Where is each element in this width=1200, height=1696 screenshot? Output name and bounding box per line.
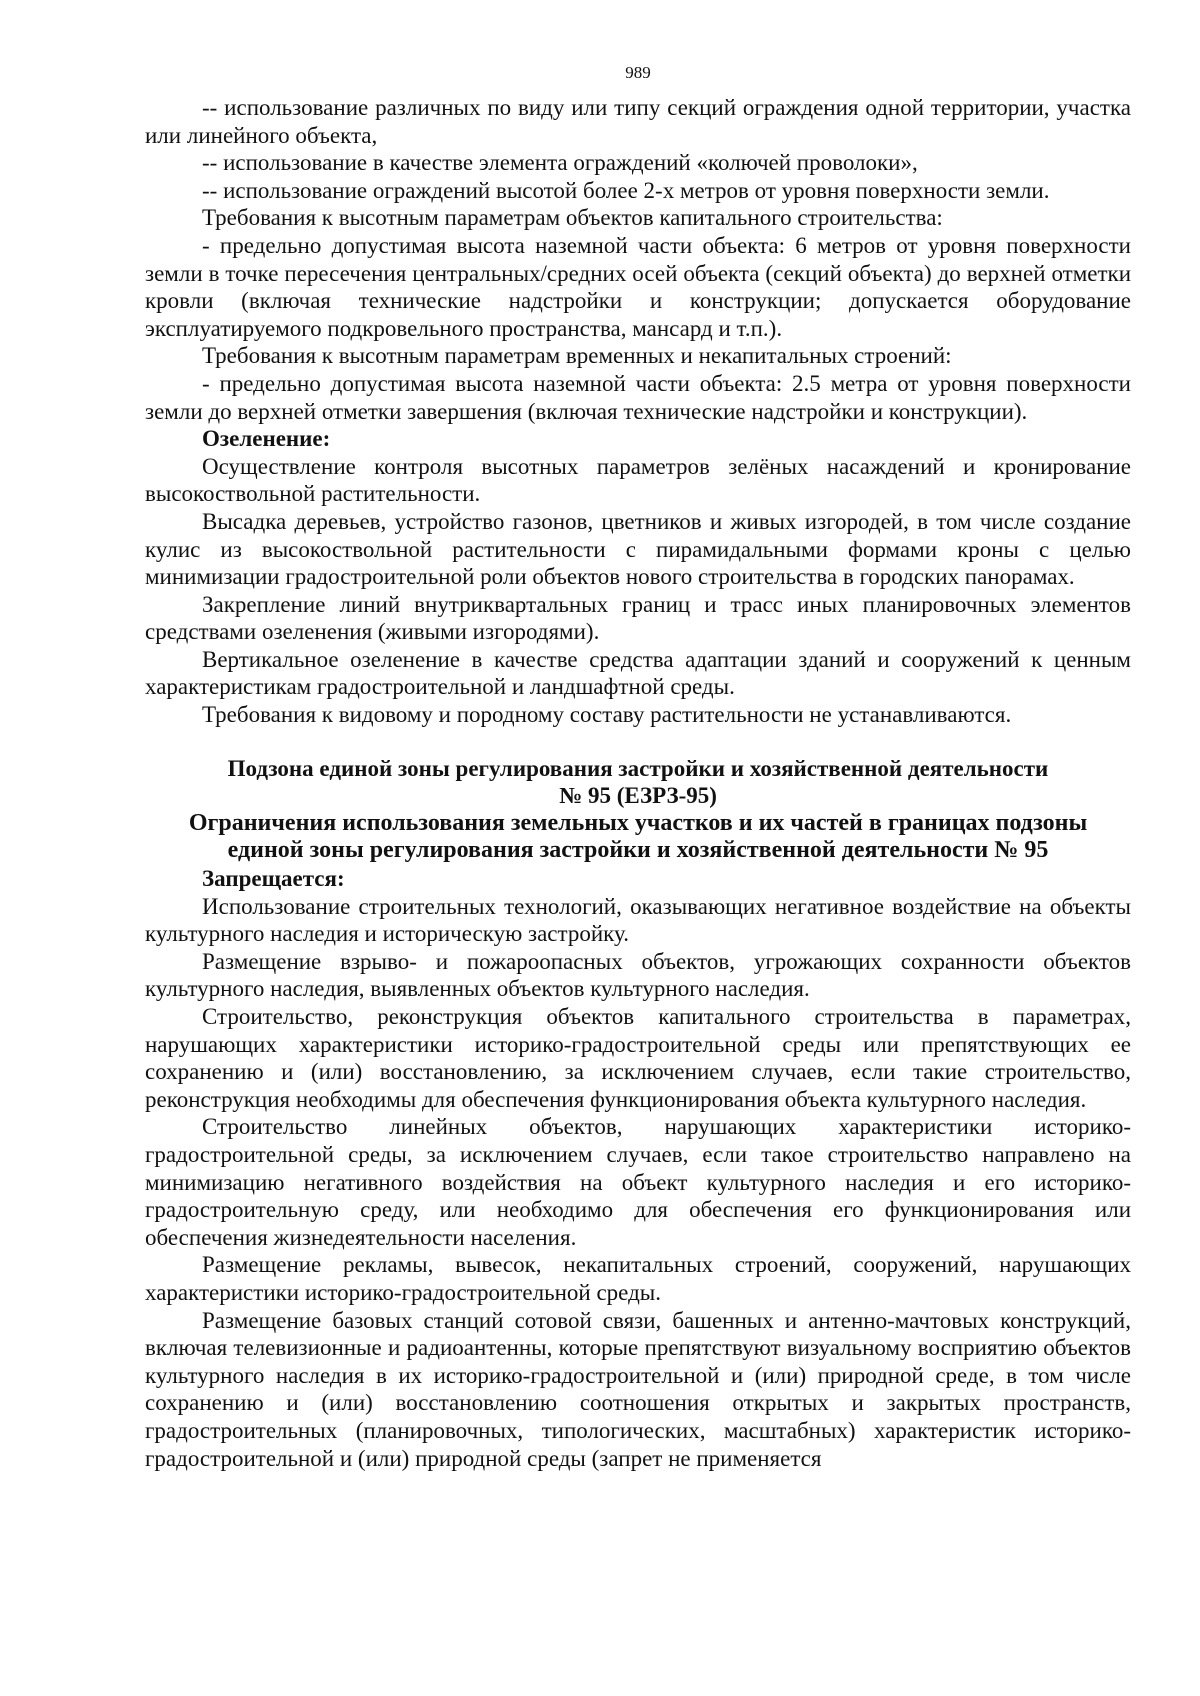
paragraph-fence-sections: -- использование различных по виду или типу секций ограждения одной территории, участка или линейного объекта, <box>145 95 1131 148</box>
paragraph-greening-control: Осуществление контроля высотных параметров зелёных насаждений и кронирование высокоствольной растительности. <box>145 453 1131 507</box>
paragraph-greening-planting: Высадка деревьев, устройство газонов, цветников и живых изгородей, в том числе создание кулис из высокоствольной растительности с пирамидальными формами кроны с целью минимизации градостроительной роли объектов нового строительства в городских панорамах. <box>145 508 1131 590</box>
subzone-title-line1: Подзона единой зоны регулирования застройки и хозяйственной деятельности <box>227 755 1049 781</box>
paragraph-greening-vertical: Вертикальное озеленение в качестве средства адаптации зданий и сооружений к ценным характеристикам градостроительной и ландшафтной среды. <box>145 646 1131 700</box>
subzone-title-line2: № 95 (ЕЗРЗ-95) <box>559 783 717 809</box>
page-number: 989 <box>625 63 651 82</box>
restrictions-title-line1: Ограничения использования земельных участков и их частей в границах подзоны <box>188 809 1088 836</box>
restrictions-title-line2: единой зоны регулирования застройки и хозяйственной деятельности № 95 <box>227 837 1049 864</box>
paragraph-fence-height: -- использование ограждений высотой более 2-х метров от уровня поверхности земли. <box>202 177 1050 203</box>
paragraph-construction-technologies: Использование строительных технологий, оказывающих негативное воздействие на объекты культурного наследия и историческую застройку. <box>145 893 1131 947</box>
paragraph-max-height-capital: - предельно допустимая высота наземной части объекта: 6 метров от уровня поверхности земли в точке пересечения центральных/средних осей объекта (секций объекта) до верхней отметки кровли (включая технические надстройки и конструкции; допускается оборудование эксплуатируемого подкровельного пространства, мансард и т.п.). <box>145 232 1131 341</box>
paragraph-max-height-temporary: - предельно допустимая высота наземной части объекта: 2.5 метра от уровня поверхности земли до верхней отметки завершения (включая технические надстройки и конструкции). <box>145 370 1131 424</box>
paragraph-advertising: Размещение рекламы, вывесок, некапитальных строений, сооружений, нарушающих характеристики историко-градостроительной среды. <box>145 1252 1131 1305</box>
document-page <box>145 62 1131 1472</box>
paragraph-hazardous-objects: Размещение взрыво- и пожароопасных объектов, угрожающих сохранности объектов культурного наследия, выявленных объектов культурного наследия. <box>145 948 1131 1002</box>
greening-heading: Озеленение: <box>202 426 331 452</box>
paragraph-capital-construction: Строительство, реконструкция объектов капитального строительства в параметрах, нарушающих характеристики историко-градостроительной среды или препятствующих ее сохранению и (или) восстановлению, за исключением случаев, если такие строительство, реконструкция необходимы для обеспечения функционирования объекта культурного наследия. <box>145 1004 1131 1112</box>
prohibited-heading: Запрещается: <box>202 866 345 892</box>
paragraph-greening-boundaries: Закрепление линий внутриквартальных границ и трасс иных планировочных элементов средствами озеленения (живыми изгородями). <box>145 591 1131 645</box>
paragraph-greening-species: Требования к видовому и породному составу растительности не устанавливаются. <box>202 702 1012 728</box>
paragraph-base-stations: Размещение базовых станций сотовой связи, башенных и антенно-мачтовых конструкций, включая телевизионные и радиоантенны, которые препятствуют визуальному восприятию объектов культурного наследия в их историко-градостроительной и (или) природной среде, в том числе сохранению и (или) восстановлению соотношения открытых и закрытых пространств, градостроительных (планировочных, типологических, масштабных) характеристик историко-градостроительной и (или) природной среды (запрет не применяется <box>145 1307 1131 1471</box>
paragraph-height-requirements-temporary: Требования к высотным параметрам временных и некапитальных строений: <box>202 343 952 369</box>
paragraph-linear-objects: Строительство линейных объектов, нарушающих характеристики историко-градостроительной среды, за исключением случаев, если такое строительство направлено на минимизацию негативного воздействия на объект культурного наследия и его историко-градостроительную среду, или необходимо для обеспечения его функционирования или обеспечения жизнедеятельности населения. <box>145 1114 1131 1250</box>
paragraph-barbed-wire: -- использование в качестве элемента ограждений «колючей проволоки», <box>202 150 918 176</box>
section-spacer <box>145 729 1131 755</box>
paragraph-height-requirements-capital: Требования к высотным параметрам объектов капитального строительства: <box>202 205 943 231</box>
